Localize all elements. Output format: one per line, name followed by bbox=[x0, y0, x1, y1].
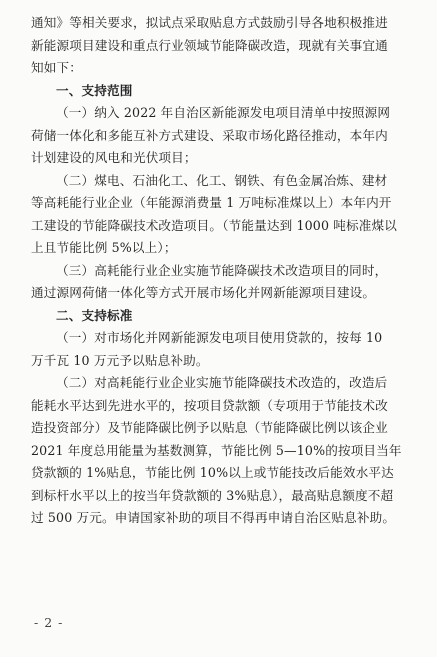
text-line: （一）纳入 2022 年自治区新能源发电项目清单中按照源网 bbox=[56, 105, 391, 120]
document-body bbox=[31, 12, 412, 530]
text-line: 通知》等相关要求，拟试点采取贴息方式鼓励引导各地积极推进 bbox=[31, 15, 388, 30]
text-line: 新能源项目建设和重点行业领域节能降碳改造，现就有关事宜通 bbox=[31, 37, 388, 53]
text-line: 贷款额的 1%贴息，节能比例 10%以上或节能技改后能效水平达 bbox=[31, 465, 394, 480]
text-line: （一）对市场化并网新能源发电项目使用贷款的，按每 10 bbox=[56, 330, 383, 345]
text-line: 到标杆水平以上的按当年贷款额的 3%贴息），最高贴息额度不超 bbox=[31, 487, 394, 503]
text-line: 工建设的节能降碳技术改造项目。（节能量达到 1000 吨标准煤以 bbox=[31, 217, 397, 233]
section-heading: 一、支持范围 bbox=[56, 82, 133, 98]
text-line: 通过源网荷储一体化等方式开展市场化并网新能源项目建设。 bbox=[31, 285, 376, 300]
text-line: （三）高耗能行业企业实施节能降碳技术改造项目的同时， bbox=[56, 262, 388, 278]
text-line: 上且节能比例 5%以上）； bbox=[31, 240, 177, 255]
text-line: 等高耗能行业企业（年能源消费量 1 万吨标准煤以上）本年内开 bbox=[31, 195, 392, 210]
text-line: 能耗水平达到先进水平的，按项目贷款额（专项用于节能技术改 bbox=[31, 397, 388, 413]
text-line: 过 500 万元。申请国家补助的项目不得再申请自治区贴息补助。 bbox=[31, 510, 396, 525]
page-number: - 2 - bbox=[34, 615, 64, 630]
text-line: 计划建设的风电和光伏项目； bbox=[31, 150, 197, 165]
section-heading: 二、支持标准 bbox=[56, 307, 133, 323]
text-line: 2021 年度总用能量为基数测算，节能比例 5—10%的按项目当年 bbox=[31, 442, 402, 458]
text-line: （二）煤电、石油化工、化工、钢铁、有色金属冶炼、建材 bbox=[56, 172, 388, 188]
text-line: 造投资部分）及节能降碳比例予以贴息（节能降碳比例以该企业 bbox=[31, 420, 388, 435]
text-line: 荷储一体化和多能互补方式建设、采取市场化路径推动，本年内 bbox=[31, 127, 388, 143]
text-line: 万千瓦 10 万元予以贴息补助。 bbox=[31, 352, 209, 368]
text-line: （二）对高耗能行业企业实施节能降碳技术改造的，改造后 bbox=[56, 375, 388, 390]
text-line: 知如下： bbox=[31, 60, 82, 75]
